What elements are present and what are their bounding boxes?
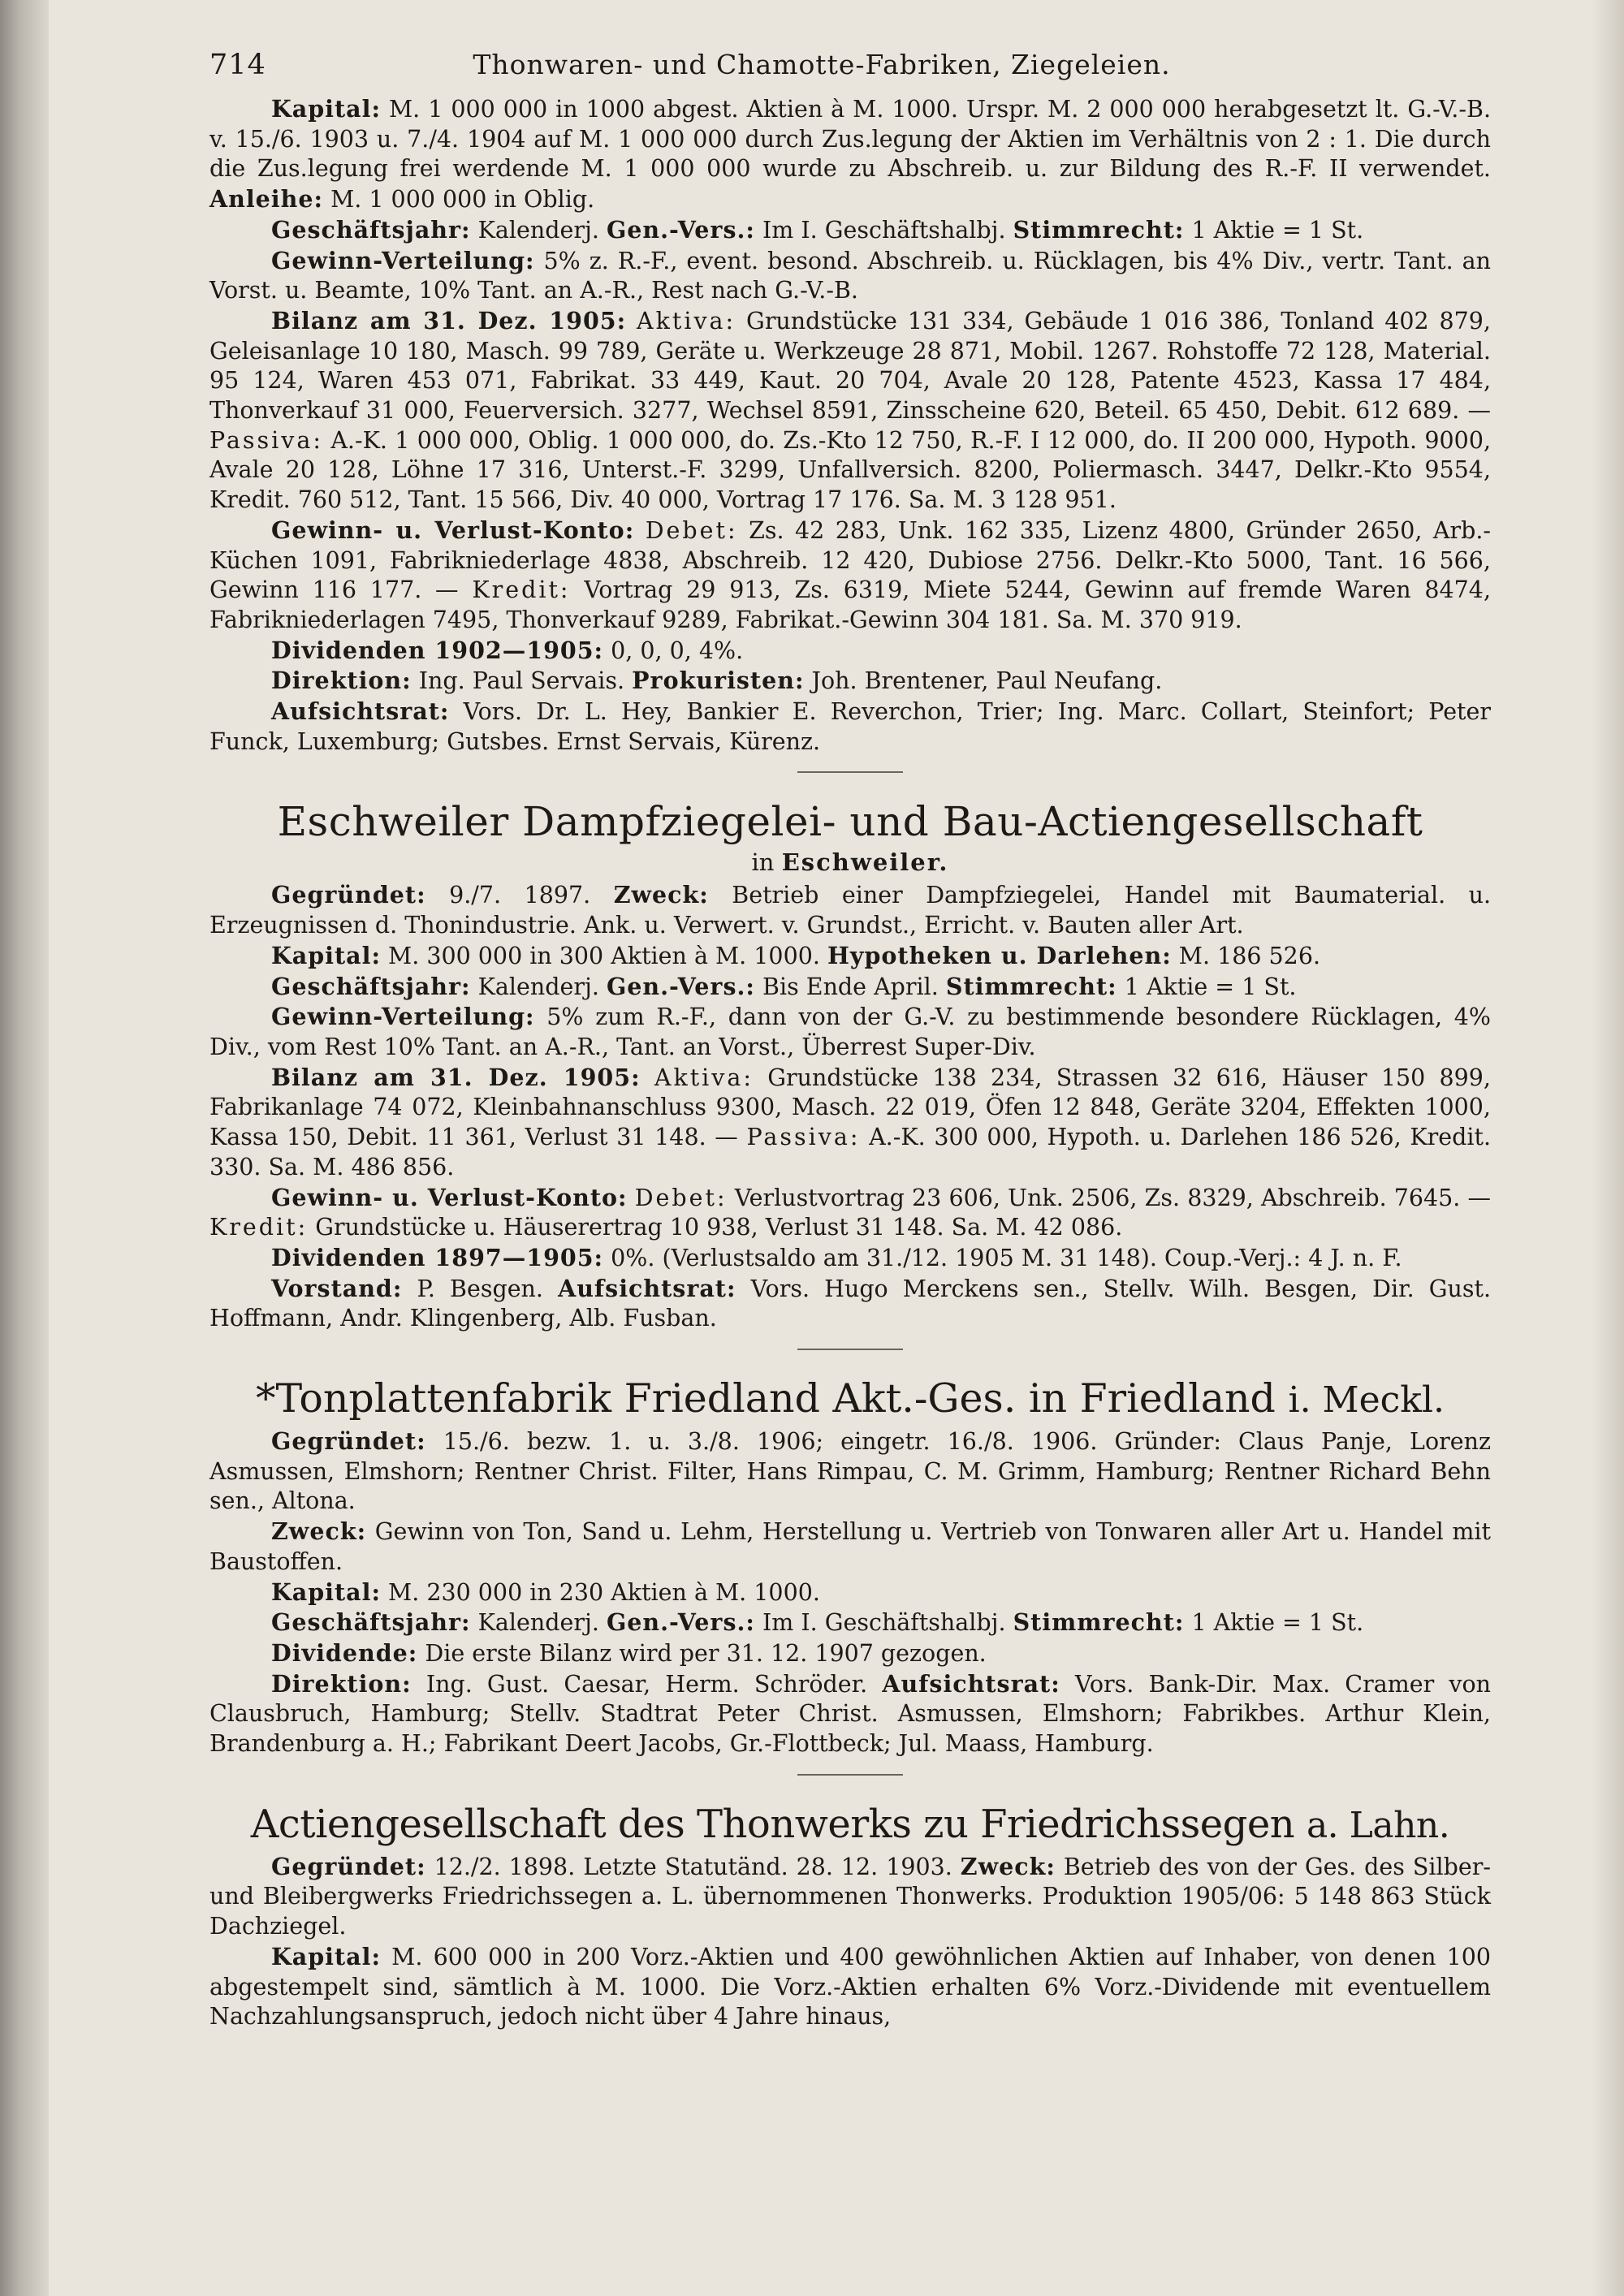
genvers-label: Gen.-Vers.:: [606, 972, 755, 1000]
zweck-paragraph: [209, 1517, 1491, 1577]
geschaeftsjahr-label: Geschäftsjahr:: [271, 972, 471, 1000]
dividenden-text: 0%. (Verlustsaldo am 31./12. 1905 M. 31 148). Coup.-Verj.: 4 J. n. F.: [611, 1244, 1402, 1271]
stimmrecht-text: 1 Aktie = 1 St.: [1191, 1609, 1364, 1637]
dividende-label: Dividende:: [271, 1638, 418, 1667]
kapital-text: M. 600 000 in 200 Vorz.-Aktien und 400 gewöhnlichen Aktien auf Inhaber, von denen 100 abgestempelt sind, sämtlich à M. 1000. Die Vorz.-Aktien erhalten 6% Vorz.-Dividende mit eventuellem Nachzahlungsanspruch, jedoch nicht über 4 Jahre hinaus,: [209, 1943, 1491, 2031]
bilanz-label: Bilanz am 31. Dez. 1905:: [271, 306, 627, 334]
direktion-paragraph: [209, 1669, 1491, 1759]
aktiva-label: Aktiva:: [654, 1064, 754, 1091]
hypotheken-text: M. 186 526.: [1178, 942, 1321, 969]
guv-debet-text: Verlustvortrag 23 606, Unk. 2506, Zs. 8329, Abschreib. 7645. —: [734, 1184, 1492, 1211]
dividende-text: Die erste Bilanz wird per 31. 12. 1907 gezogen.: [425, 1639, 987, 1667]
dividenden-paragraph: [209, 1243, 1491, 1274]
gewinnverteilung-paragraph: [209, 246, 1491, 306]
entry-separator: [797, 1774, 903, 1776]
zweck-text: Betrieb des von der Ges. des Silber- und Bleibergwerks Friedrichssegen a. L. übernommenen Thonwerks. Produktion 1905/06: 5 148 863 Stück Dachziegel.: [209, 1853, 1491, 1940]
hypotheken-label: Hypotheken u. Darlehen:: [827, 941, 1172, 969]
bilanz-label: Bilanz am 31. Dez. 1905:: [271, 1063, 641, 1091]
guv-kredit-text: Grundstücke u. Häuserertrag 10 938, Verlust 31 148. Sa. M. 42 086.: [315, 1214, 1123, 1241]
gegruendet-paragraph: [209, 1426, 1491, 1517]
kapital-label: Kapital:: [271, 1942, 381, 1970]
kapital-paragraph: [209, 941, 1491, 972]
geschaeftsjahr-label: Geschäftsjahr:: [271, 215, 471, 244]
stimmrecht-text: 1 Aktie = 1 St.: [1124, 973, 1297, 1000]
company-title: [209, 1798, 1491, 1852]
bilanz-paragraph: [209, 306, 1491, 516]
location-prefix: in: [751, 848, 775, 877]
genvers-text: Im I. Geschäftshalbj.: [762, 1609, 1006, 1637]
zweck-label: Zweck:: [960, 1852, 1056, 1880]
anleihe-label: Anleihe:: [209, 185, 323, 214]
direktion-text: Ing. Gust. Caesar, Herm. Schröder.: [425, 1670, 868, 1698]
entry-tonplattenfabrik: [209, 1426, 1491, 1759]
passiva-label: Passiva:: [746, 1124, 861, 1151]
vorstand-text: P. Besgen.: [417, 1275, 543, 1302]
aufsichtsrat-label: Aufsichtsrat:: [558, 1274, 736, 1302]
debet-label: Debet:: [645, 516, 738, 544]
page-header: [209, 49, 1491, 94]
company-title: Eschweiler Dampfziegelei- und Bau-Actiengesellschaft: [277, 798, 1423, 846]
geschaeftsjahr-text: Kalenderj.: [477, 973, 599, 1000]
entry-separator: [797, 1349, 903, 1350]
kapital-paragraph: [209, 94, 1491, 215]
company-title: [209, 1373, 1491, 1426]
zweck-label: Zweck:: [613, 881, 709, 909]
genvers-text: Im I. Geschäftshalbj.: [762, 216, 1006, 244]
stimmrecht-text: 1 Aktie = 1 St.: [1191, 216, 1364, 244]
kapital-text: M. 230 000 in 230 Aktien à M. 1000.: [388, 1578, 820, 1606]
gegruendet-text: 15./6. bezw. 1. u. 3./8. 1906; eingetr. 16./8. 1906. Gründer: Claus Panje, Lorenz Asmussen, Elmshorn; Rentner Christ. Filter, Hans Rimpau, C. M. Grimm, Hamburg; Rentner Richard Behn sen., Altona.: [209, 1428, 1491, 1515]
aufsichtsrat-text: Vors. Bank-Dir. Max. Cramer von Clausbruch, Hamburg; Stellv. Stadtrat Peter Christ. Asmussen, Elmshorn; Fabrikbes. Arthur Klein, Brandenburg a. H.; Fabrikant Deert Jacobs, Gr.-Flottbeck; Jul. Maass, Hamburg.: [209, 1670, 1492, 1758]
entry-separator: [797, 771, 903, 773]
genvers-label: Gen.-Vers.:: [606, 1608, 755, 1637]
kapital-paragraph: [209, 1942, 1491, 2032]
geschaeftsjahr-label: Geschäftsjahr:: [271, 1608, 471, 1637]
gegruendet-label: Gegründet:: [271, 1427, 426, 1456]
aktiva-label: Aktiva:: [637, 307, 736, 334]
geschaeftsjahr-paragraph: [209, 1608, 1491, 1638]
geschaeftsjahr-text: Kalenderj.: [477, 1609, 599, 1637]
gewinnverteilung-label: Gewinn-Verteilung:: [271, 246, 535, 274]
kredit-label: Kredit:: [472, 576, 571, 604]
kapital-paragraph: [209, 1577, 1491, 1608]
direktion-label: Direktion:: [271, 1669, 412, 1698]
geschaeftsjahr-paragraph: [209, 972, 1491, 1003]
stimmrecht-label: Stimmrecht:: [1013, 1608, 1185, 1637]
entry-eschweiler: [209, 880, 1491, 1334]
gewinnverteilung-text: 5% zum R.-F., dann von der G.-V. zu bestimmende besondere Rücklagen, 4% Div., vom Rest 10% Tant. an A.-R., Tant. an Vorst., Überrest Super-Div.: [209, 1003, 1491, 1060]
aufsichtsrat-label: Aufsichtsrat:: [882, 1669, 1060, 1698]
guv-label: Gewinn- u. Verlust-Konto:: [271, 1183, 628, 1211]
dividenden-text: 0, 0, 0, 4%.: [611, 637, 744, 664]
prokuristen-label: Prokuristen:: [632, 667, 805, 695]
prokuristen-text: Joh. Brentener, Paul Neufang.: [811, 667, 1163, 695]
genvers-label: Gen.-Vers.:: [606, 215, 755, 244]
dividenden-label: Dividenden 1902—1905:: [271, 636, 604, 664]
dividenden-paragraph: [209, 636, 1491, 667]
gegruendet-paragraph: [209, 1852, 1491, 1942]
aufsichtsrat-label: Aufsichtsrat:: [271, 697, 450, 726]
company-title-suffix: a. Lahn.: [1306, 1804, 1450, 1846]
dividende-paragraph: [209, 1638, 1491, 1669]
company-title-main: Actiengesellschaft des Thonwerks zu Friedrichssegen: [250, 1801, 1295, 1847]
dividenden-label: Dividenden 1897—1905:: [271, 1243, 604, 1271]
bilanz-passiva-text: A.-K. 300 000, Hypoth. u. Darlehen 186 526, Kredit. 330. Sa. M. 486 856.: [209, 1124, 1492, 1180]
gegruendet-label: Gegründet:: [271, 881, 426, 909]
company-title-suffix: i. Meckl.: [1288, 1379, 1445, 1422]
entry-friedrichssegen: [209, 1852, 1491, 2032]
guv-kredit-text: Vortrag 29 913, Zs. 6319, Miete 5244, Gewinn auf fremde Waren 8474, Fabrikniederlagen 7495, Thonverkauf 9289, Fabrikat.-Gewinn 304 181. Sa. M. 370 919.: [209, 576, 1492, 633]
zweck-text: Betrieb einer Dampfziegelei, Handel mit Baumaterial. u. Erzeugnissen d. Thonindustrie. Ank. u. Verwert. v. Grundst., Erricht. v. Bauten aller Art.: [209, 882, 1492, 939]
bilanz-passiva-text: A.-K. 1 000 000, Oblig. 1 000 000, do. Zs.-Kto 12 750, R.-F. I 12 000, do. II 200 000, Hypoth. 9000, Avale 20 128, Löhne 17 316, Unterst.-F. 3299, Unfallversich. 8200, Poliermasch. 3447, Delkr.-Kto 9554, Kredit. 760 512, Tant. 15 566, Div. 40 000, Vortrag 17 176. Sa. M. 3 128 951.: [209, 426, 1492, 514]
bilanz-paragraph: [209, 1063, 1491, 1183]
gewinnverteilung-paragraph: [209, 1002, 1491, 1062]
guv-paragraph: [209, 516, 1491, 636]
page-number: 714: [209, 49, 266, 81]
geschaeftsjahr-paragraph: [209, 215, 1491, 246]
zweck-text: Gewinn von Ton, Sand u. Lehm, Herstellung u. Vertrieb von Tonwaren aller Art u. Handel mit Baustoffen.: [209, 1518, 1491, 1575]
gewinnverteilung-label: Gewinn-Verteilung:: [271, 1003, 535, 1031]
entry-continued: [209, 94, 1491, 757]
kapital-label: Kapital:: [271, 1577, 381, 1606]
gewinnverteilung-text: 5% z. R.-F., event. besond. Abschreib. u. Rücklagen, bis 4% Div., vertr. Tant. an Vorst. u. Beamte, 10% Tant. an A.-R., Rest nach G.-V.-B.: [209, 247, 1491, 304]
vorstand-label: Vorstand:: [271, 1274, 403, 1302]
gegruendet-text: 12./2. 1898. Letzte Statutänd. 28. 12. 1903.: [434, 1853, 952, 1880]
direktion-paragraph: [209, 666, 1491, 697]
gegruendet-paragraph: [209, 880, 1491, 940]
kapital-label: Kapital:: [271, 941, 381, 969]
gegruendet-text: 9./7. 1897.: [449, 882, 591, 909]
guv-paragraph: [209, 1183, 1491, 1243]
page-binding-shadow: [0, 0, 49, 2296]
anleihe-text: M. 1 000 000 in Oblig.: [330, 186, 595, 214]
genvers-text: Bis Ende April.: [762, 973, 939, 1000]
kapital-text: M. 300 000 in 300 Aktien à M. 1000.: [388, 942, 820, 969]
passiva-label: Passiva:: [209, 426, 323, 454]
guv-debet-text: Zs. 42 283, Unk. 162 335, Lizenz 4800, Gründer 2650, Arb.-Küchen 1091, Fabrikniederlage 4838, Abschreib. 12 420, Dubiose 2756. Delkr.-Kto 5000, Tant. 16 566, Gewinn 116 177. —: [209, 516, 1492, 604]
kredit-label: Kredit:: [209, 1214, 309, 1241]
bilanz-aktiva-text: Grundstücke 138 234, Strassen 32 616, Häuser 150 899, Fabrikanlage 74 072, Kleinbahnanschluss 9300, Masch. 22 019, Öfen 12 848, Geräte 3204, Effekten 1000, Kassa 150, Debit. 11 361, Verlust 31 148. —: [209, 1064, 1491, 1151]
direktion-label: Direktion:: [271, 667, 412, 695]
kapital-text: M. 1 000 000 in 1000 abgest. Aktien à M. 1000. Urspr. M. 2 000 000 herabgesetzt lt. G.-V.-B. v. 15./6. 1903 u. 7./4. 1904 auf M. 1 000 000 durch Zus.legung der Aktien im Verhältnis von 2 : 1. Die durch die Zus.legung frei werdende M. 1 000 000 wurde zu Abschreib. u. zur Bildung des R.-F. II verwendet.: [209, 96, 1492, 183]
debet-label: Debet:: [634, 1184, 728, 1211]
stimmrecht-label: Stimmrecht:: [1013, 215, 1185, 244]
aufsichtsrat-text: Vors. Hugo Merckens sen., Stellv. Wilh. Besgen, Dir. Gust. Hoffmann, Andr. Klingenberg, Alb. Fusban.: [209, 1275, 1492, 1332]
kapital-label: Kapital:: [271, 95, 381, 123]
page-edge-shadow: [1592, 0, 1624, 2296]
guv-label: Gewinn- u. Verlust-Konto:: [271, 516, 635, 544]
running-title: Thonwaren- und Chamotte-Fabriken, Ziegeleien.: [473, 49, 1171, 80]
page-content: [209, 49, 1491, 2032]
company-location: [209, 848, 1491, 877]
company-title-main: *Tonplattenfabrik Friedland Akt.-Ges. in Friedland: [255, 1375, 1276, 1422]
gegruendet-label: Gegründet:: [271, 1852, 426, 1880]
vorstand-paragraph: [209, 1274, 1491, 1334]
stimmrecht-label: Stimmrecht:: [945, 972, 1117, 1000]
location-city: Eschweiler.: [781, 848, 949, 877]
direktion-text: Ing. Paul Servais.: [418, 667, 625, 695]
bilanz-aktiva-text: Grundstücke 131 334, Gebäude 1 016 386, Tonland 402 879, Geleisanlage 10 180, Masch. 99 789, Geräte u. Werkzeuge 28 871, Mobil. 1267. Rohstoffe 72 128, Material. 95 124, Waren 453 071, Fabrikat. 33 449, Kaut. 20 704, Avale 20 128, Patente 4523, Kassa 17 484, Thonverkauf 31 000, Feuerversich. 3277, Wechsel 8591, Zinsscheine 620, Beteil. 65 450, Debit. 612 689. —: [209, 307, 1491, 425]
aufsichtsrat-text: Vors. Dr. L. Hey, Bankier E. Reverchon, Trier; Ing. Marc. Collart, Steinfort; Peter Funck, Luxemburg; Gutsbes. Ernst Servais, Kürenz.: [209, 698, 1492, 755]
geschaeftsjahr-text: Kalenderj.: [477, 216, 599, 244]
aufsichtsrat-paragraph: [209, 697, 1491, 757]
zweck-label: Zweck:: [271, 1517, 367, 1546]
